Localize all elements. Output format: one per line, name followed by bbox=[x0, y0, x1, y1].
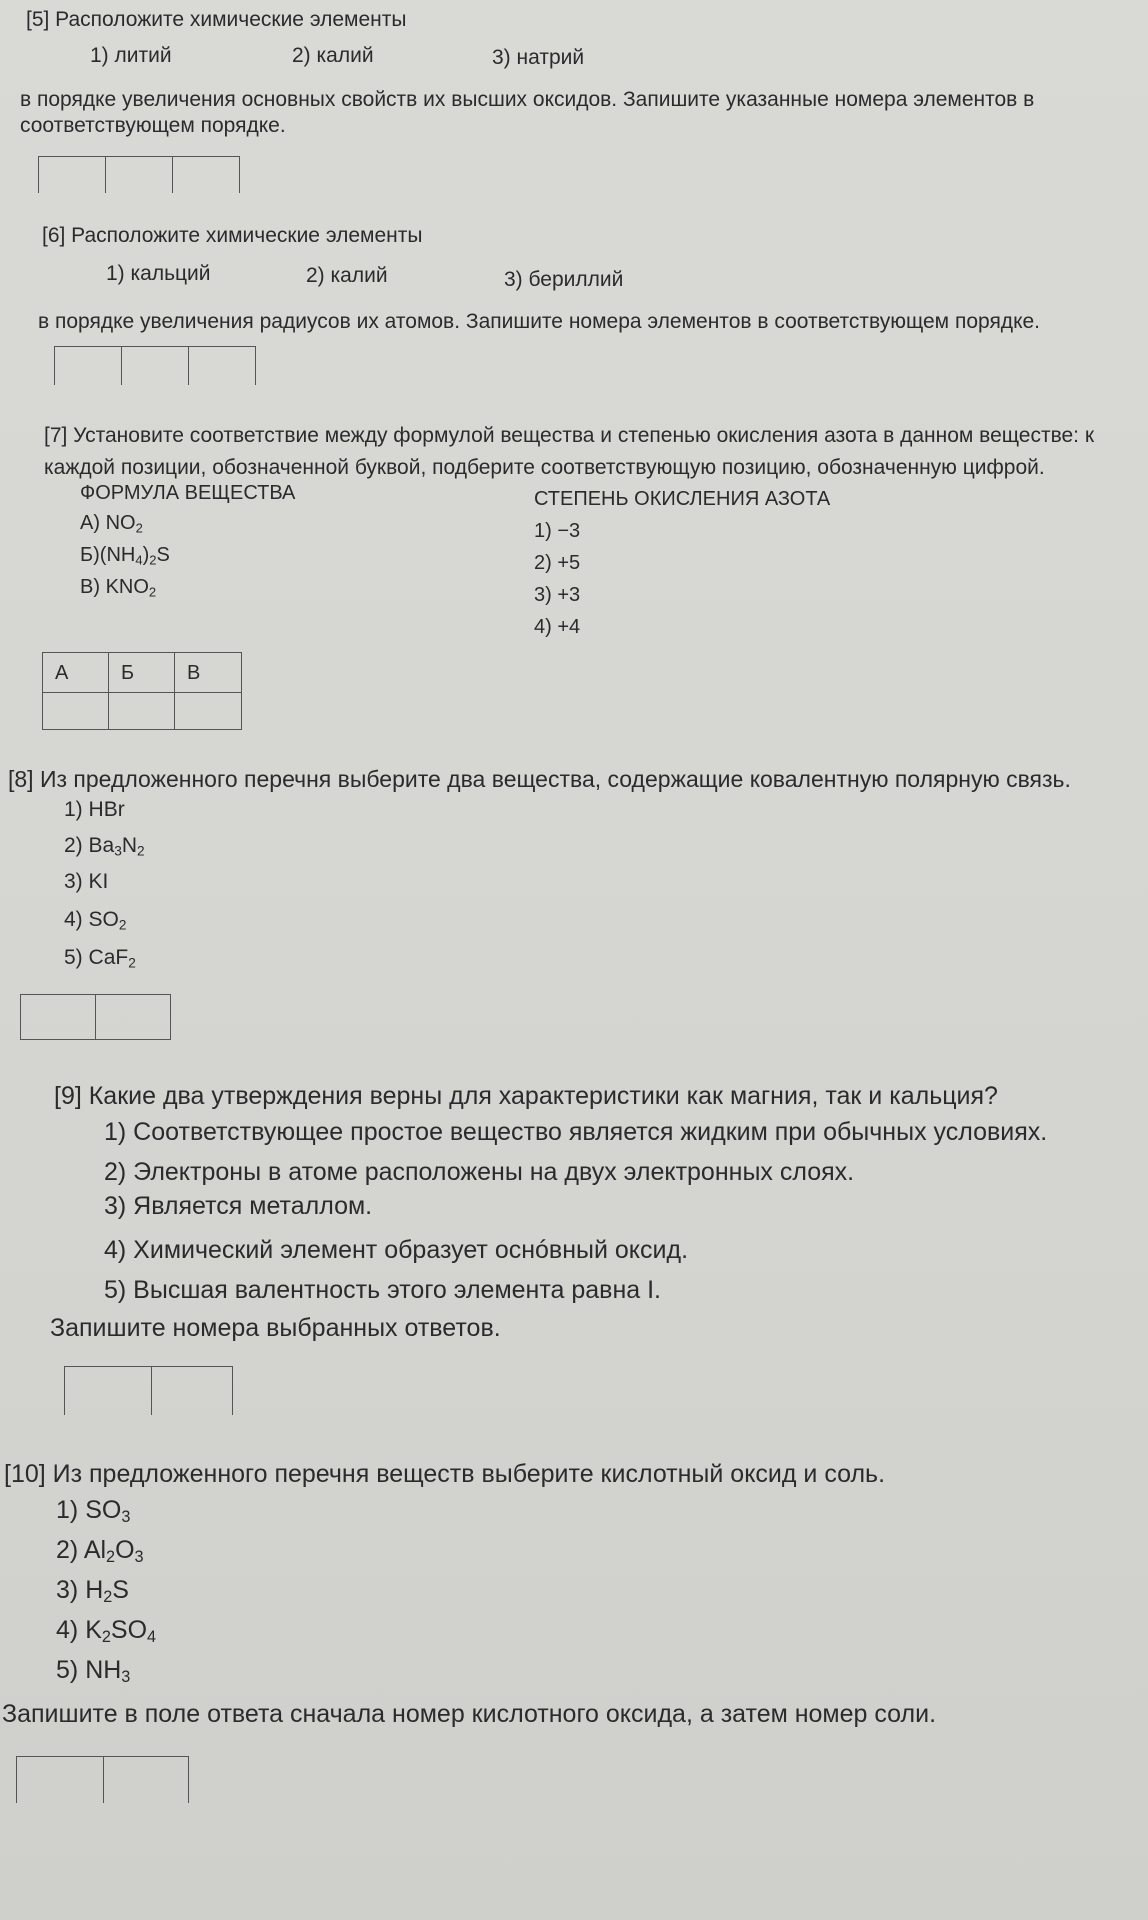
q5-answer-cell-3[interactable] bbox=[173, 157, 239, 193]
q5-option-3: 3) натрий bbox=[492, 46, 585, 69]
q5-instruction-line-2: соответствующем порядке. bbox=[20, 114, 286, 137]
q7-instruction: каждой позиции, обозначенной буквой, подберите соответствующую позицию, обозначенную цифрой. bbox=[44, 456, 1045, 479]
q6-option-3: 3) бериллий bbox=[504, 268, 624, 291]
q7-oxidation-2: 2) +5 bbox=[534, 552, 581, 574]
q10-footer: Запишите в поле ответа сначала номер кислотного оксида, а затем номер соли. bbox=[2, 1700, 937, 1728]
q9-footer: Запишите номера выбранных ответов. bbox=[50, 1314, 501, 1342]
q10-answer-cell-2[interactable] bbox=[104, 1757, 188, 1803]
q8-answer-field[interactable] bbox=[20, 994, 171, 1040]
q9-item-4: 4) Химический элемент образует оснóвный оксид. bbox=[104, 1236, 689, 1264]
q5-answer-cell-1[interactable] bbox=[39, 157, 106, 193]
q7-formula-v: В) $KNO_2$ bbox=[80, 576, 157, 600]
q7-answer-table[interactable] bbox=[42, 652, 242, 730]
q7-header-a: А bbox=[43, 653, 109, 693]
q6-answer-cell-3[interactable] bbox=[189, 347, 255, 385]
q6-title: [6] Расположите химические элементы bbox=[42, 224, 423, 247]
q7-answer-cell-b[interactable] bbox=[109, 693, 175, 729]
q5-instruction-line-1: в порядке увеличения основных свойств их высших оксидов. Запишите указанные номера элементов в bbox=[20, 88, 1035, 111]
q7-right-header: СТЕПЕНЬ ОКИСЛЕНИЯ АЗОТА bbox=[534, 488, 831, 510]
q8-item-2: 2) $Ba_3N_2$ bbox=[64, 834, 145, 859]
q9-answer-field[interactable] bbox=[64, 1366, 233, 1415]
q10-item-3: 3) $H_2S$ bbox=[56, 1576, 129, 1607]
q10-item-5: 5) $NH_3$ bbox=[56, 1656, 131, 1687]
q7-header-b: Б bbox=[109, 653, 175, 693]
q8-title: [8] Из предложенного перечня выберите два вещества, содержащие ковалентную полярную связь. bbox=[8, 766, 1071, 792]
q5-answer-field[interactable] bbox=[38, 156, 240, 193]
q9-title: [9] Какие два утверждения верны для характеристики как магния, так и кальция? bbox=[54, 1082, 998, 1110]
q7-formula-b: $Б)(NH_4)_2S$ bbox=[80, 544, 170, 568]
q6-answer-cell-1[interactable] bbox=[55, 347, 122, 385]
q7-left-header: ФОРМУЛА ВЕЩЕСТВА bbox=[80, 482, 296, 504]
q9-answer-cell-1[interactable] bbox=[65, 1367, 152, 1415]
q7-formula-a: А) $NO_2$ bbox=[80, 512, 143, 536]
q7-title: [7] Установите соответствие между формулой вещества и степенью окисления азота в данном веществе: к bbox=[44, 424, 1095, 447]
q7-answer-cell-a[interactable] bbox=[43, 693, 109, 729]
q7-header-v: В bbox=[175, 653, 241, 693]
q10-answer-cell-1[interactable] bbox=[17, 1757, 104, 1803]
q10-answer-field[interactable] bbox=[16, 1756, 189, 1803]
q9-item-5: 5) Высшая валентность этого элемента равна I. bbox=[104, 1276, 661, 1304]
q9-item-1: 1) Соответствующее простое вещество является жидким при обычных условиях. bbox=[104, 1118, 1048, 1146]
q8-item-1: 1) HBr bbox=[64, 798, 125, 821]
q10-item-2: 2) $Al_2O_3$ bbox=[56, 1536, 144, 1567]
q7-answer-cell-v[interactable] bbox=[175, 693, 241, 729]
q6-answer-cell-2[interactable] bbox=[122, 347, 189, 385]
q8-answer-cell-2[interactable] bbox=[96, 995, 170, 1039]
q6-option-1: 1) кальций bbox=[106, 262, 211, 285]
q7-oxidation-1: 1) −3 bbox=[534, 520, 581, 542]
q7-oxidation-4: 4) +4 bbox=[534, 616, 581, 638]
q10-item-1: 1) $SO_3$ bbox=[56, 1496, 131, 1527]
q7-oxidation-3: 3) +3 bbox=[534, 584, 581, 606]
q8-item-5: 5) CaF$_2$ bbox=[64, 946, 136, 971]
q9-item-3: 3) Является металлом. bbox=[104, 1192, 373, 1220]
q6-option-2: 2) калий bbox=[306, 264, 388, 287]
q8-item-4: 4) $SO_2$ bbox=[64, 908, 127, 933]
q10-title: [10] Из предложенного перечня веществ выберите кислотный оксид и соль. bbox=[4, 1460, 886, 1488]
q5-option-1: 1) литий bbox=[90, 44, 172, 67]
q8-answer-cell-1[interactable] bbox=[21, 995, 96, 1039]
q6-answer-field[interactable] bbox=[54, 346, 256, 385]
q8-item-3: 3) KI bbox=[64, 870, 109, 893]
q6-instruction: в порядке увеличения радиусов их атомов. Запишите номера элементов в соответствующем порядке. bbox=[38, 310, 1041, 333]
q9-item-2: 2) Электроны в атоме расположены на двух электронных слоях. bbox=[104, 1158, 855, 1186]
q9-answer-cell-2[interactable] bbox=[152, 1367, 232, 1415]
q10-item-4: 4) $K_2SO_4$ bbox=[56, 1616, 157, 1647]
q5-answer-cell-2[interactable] bbox=[106, 157, 173, 193]
q5-option-2: 2) калий bbox=[292, 44, 374, 67]
q5-title: [5] Расположите химические элементы bbox=[26, 8, 407, 31]
